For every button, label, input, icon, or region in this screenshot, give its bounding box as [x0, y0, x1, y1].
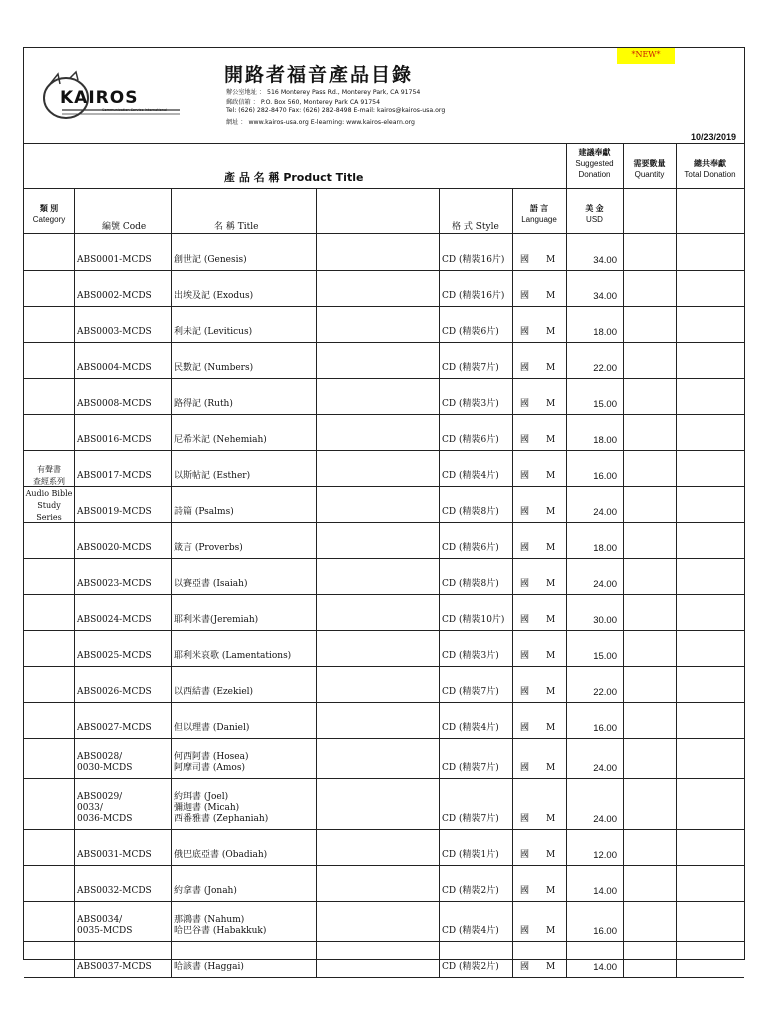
language-cn-cell: 國 [520, 255, 530, 265]
table-row [24, 941, 744, 978]
quantity-cell[interactable] [624, 666, 675, 702]
kairos-logo [40, 70, 190, 122]
price-usd: 30.00 [593, 615, 617, 626]
product-title [174, 399, 233, 410]
product-code [77, 962, 152, 973]
language-code-cell: M [546, 763, 556, 773]
price-usd: 14.00 [593, 962, 617, 973]
total-donation-cell[interactable] [677, 270, 743, 306]
usd-cn: 美 金 [585, 204, 604, 213]
quantity-cell[interactable] [624, 450, 675, 486]
price-usd: 22.00 [593, 363, 617, 374]
language-cn-cell: 國 [520, 615, 530, 625]
language-cn-cell: 國 [520, 850, 530, 860]
table-row [24, 901, 744, 942]
style-heading: 格 式 Style [452, 222, 499, 232]
language-cn-cell: 國 [520, 291, 530, 301]
product-style: CD (精裝3片) [442, 399, 499, 409]
table-row [24, 778, 744, 830]
product-style: CD (精裝16片) [442, 255, 505, 265]
quantity-cell[interactable] [624, 594, 675, 630]
quantity-en: Quantity [634, 170, 665, 179]
language-code-cell: M [546, 615, 556, 625]
product-title-line: 約珥書 (Joel) [174, 792, 229, 802]
product-title [174, 651, 291, 662]
product-code-line: 0030-MCDS [77, 763, 133, 773]
new-badge: *NEW* [617, 48, 675, 64]
product-title [174, 291, 253, 302]
language-cn-cell: 國 [520, 962, 530, 972]
total-donation-cell[interactable] [677, 342, 743, 378]
product-code [77, 615, 152, 626]
product-title-line: 民數記 (Numbers) [174, 363, 254, 373]
product-code [77, 255, 152, 266]
product-code [77, 850, 152, 861]
price-usd: 22.00 [593, 687, 617, 698]
table-row [24, 702, 744, 739]
language-code-cell: M [546, 543, 556, 553]
category-line-4: Study Series [36, 501, 62, 522]
total-donation-cell[interactable] [677, 450, 743, 486]
product-title-line: 箴言 (Proverbs) [174, 543, 243, 553]
product-code [77, 471, 152, 482]
product-code-line: ABS0024-MCDS [77, 615, 152, 625]
language-code-cell: M [546, 255, 556, 265]
language-code-cell: M [546, 926, 556, 936]
language-cn-cell: 國 [520, 579, 530, 589]
product-code [77, 723, 152, 734]
product-style: CD (精裝3片) [442, 651, 499, 661]
product-title-line: 西番雅書 (Zephaniah) [174, 814, 269, 824]
quantity-cell[interactable] [624, 342, 675, 378]
total-donation-en: Total Donation [684, 170, 736, 179]
product-code-line: ABS0031-MCDS [77, 850, 152, 860]
product-title-line: 路得記 (Ruth) [174, 399, 233, 409]
table-row [24, 342, 744, 379]
product-title [174, 687, 253, 698]
language-cn-cell: 國 [520, 327, 530, 337]
price-usd: 16.00 [593, 723, 617, 734]
product-style: CD (精裝6片) [442, 327, 499, 337]
product-code-line: ABS0003-MCDS [77, 327, 152, 337]
product-title-line: 創世記 (Genesis) [174, 255, 247, 265]
table-row [24, 666, 744, 703]
product-title-line: 耶利米哀歌 (Lamentations) [174, 651, 292, 661]
product-style: CD (精裝2片) [442, 962, 499, 972]
catalog-title: 開路者福音產品目錄 [224, 64, 414, 86]
language-cn-cell: 國 [520, 814, 530, 824]
product-title-line: 尼希米記 (Nehemiah) [174, 435, 267, 445]
product-style: CD (精裝4片) [442, 471, 499, 481]
quantity-cell[interactable] [624, 865, 675, 901]
total-donation-cell[interactable] [677, 666, 743, 702]
logo-wordmark: KAIROS [60, 88, 139, 108]
category-en: Category [32, 215, 66, 224]
total-donation-cell[interactable] [677, 941, 743, 977]
quantity-cell[interactable] [624, 414, 675, 450]
table-row [24, 865, 744, 902]
product-title-line: 耶利米書(Jeremiah) [174, 615, 259, 625]
product-style: CD (精裝6片) [442, 435, 499, 445]
catalog-date: 10/23/2019 [690, 132, 736, 142]
product-rows [24, 234, 744, 977]
product-title [174, 471, 250, 482]
quantity-cell[interactable] [624, 901, 675, 941]
product-title-line: 利未記 (Leviticus) [174, 327, 253, 337]
table-row [24, 414, 744, 451]
price-usd: 24.00 [593, 763, 617, 774]
price-usd: 34.00 [593, 255, 617, 266]
product-code-line: 0036-MCDS [77, 814, 133, 824]
product-code-line: ABS0029/ [77, 792, 123, 802]
table-row [24, 558, 744, 595]
category-line-2: 查經系列 [33, 477, 65, 486]
price-usd: 12.00 [593, 850, 617, 861]
contact-line: Tel: (626) 282-8470 Fax: (626) 282-8498 E-mail: kairos@kairos-usa.org [226, 107, 446, 114]
product-code [77, 399, 152, 410]
price-usd: 15.00 [593, 651, 617, 662]
product-title [174, 915, 266, 937]
product-title-line: 以賽亞書 (Isaiah) [174, 579, 248, 589]
product-code-line: ABS0017-MCDS [77, 471, 152, 481]
table-row [24, 378, 744, 415]
language-code-cell: M [546, 814, 556, 824]
usd-en: USD [586, 215, 603, 224]
total-donation-cell[interactable] [677, 865, 743, 901]
product-code-line: ABS0002-MCDS [77, 291, 152, 301]
product-title [174, 886, 237, 897]
quantity-cell[interactable] [624, 738, 675, 778]
product-title [174, 435, 267, 446]
product-title-line: 約拿書 (Jonah) [174, 886, 237, 896]
product-code-line: ABS0023-MCDS [77, 579, 152, 589]
total-donation-cell[interactable] [677, 306, 743, 342]
language-cn-cell: 國 [520, 507, 530, 517]
price-usd: 14.00 [593, 886, 617, 897]
product-style: CD (精裝2片) [442, 886, 499, 896]
product-code-line: ABS0032-MCDS [77, 886, 152, 896]
language-code-cell: M [546, 507, 556, 517]
product-title [174, 962, 244, 973]
product-style: CD (精裝4片) [442, 926, 499, 936]
product-code-line: ABS0025-MCDS [77, 651, 152, 661]
total-donation-cell[interactable] [677, 630, 743, 666]
product-title-line: 阿摩司書 (Amos) [174, 763, 245, 773]
quantity-cell[interactable] [624, 558, 675, 594]
product-code-line: 0035-MCDS [77, 926, 133, 936]
product-code [77, 435, 152, 446]
product-style: CD (精裝8片) [442, 579, 499, 589]
price-usd: 18.00 [593, 435, 617, 446]
product-style: CD (精裝16片) [442, 291, 505, 301]
product-code-line: ABS0008-MCDS [77, 399, 152, 409]
price-usd: 24.00 [593, 579, 617, 590]
quantity-cn: 需要數量 [633, 159, 666, 168]
price-usd: 15.00 [593, 399, 617, 410]
quantity-cell[interactable] [624, 486, 675, 522]
product-title [174, 792, 268, 825]
website-line: 網址 ： www.kairos-usa.org E-learning: www.kairos-elearn.org [226, 119, 415, 126]
product-title-line: 以斯帖記 (Esther) [174, 471, 251, 481]
language-cn-cell: 國 [520, 763, 530, 773]
product-code-line: ABS0001-MCDS [77, 255, 152, 265]
quantity-cell[interactable] [624, 941, 675, 977]
total-donation-cell[interactable] [677, 778, 743, 829]
product-title-line: 以西結書 (Ezekiel) [174, 687, 254, 697]
column-header-row-1 [24, 144, 744, 189]
product-style: CD (精裝7片) [442, 687, 499, 697]
language-cn: 語 言 [529, 204, 549, 213]
language-cn-cell: 國 [520, 435, 530, 445]
total-donation-cell[interactable] [677, 414, 743, 450]
total-donation-cell[interactable] [677, 378, 743, 414]
quantity-cell[interactable] [624, 306, 675, 342]
product-title-heading: 產 品 名 稱 Product Title [224, 171, 364, 184]
language-code-cell: M [546, 363, 556, 373]
total-donation-cell[interactable] [677, 702, 743, 738]
total-donation-cell[interactable] [677, 829, 743, 865]
language-cn-cell: 國 [520, 471, 530, 481]
total-donation-cell[interactable] [677, 738, 743, 778]
total-donation-cn: 總共奉獻 [694, 159, 726, 168]
table-row [24, 594, 744, 631]
product-title [174, 507, 234, 518]
product-code [77, 687, 152, 698]
quantity-cell[interactable] [624, 630, 675, 666]
product-code [77, 915, 132, 937]
language-code-cell: M [546, 579, 556, 589]
language-code-cell: M [546, 651, 556, 661]
product-title [174, 327, 252, 338]
category-line-3: Audio Bible [25, 489, 73, 498]
table-row [24, 306, 744, 343]
price-usd: 24.00 [593, 814, 617, 825]
product-title-line: 出埃及記 (Exodus) [174, 291, 254, 301]
product-style: CD (精裝7片) [442, 814, 499, 824]
product-code-line: ABS0004-MCDS [77, 363, 152, 373]
language-code-cell: M [546, 886, 556, 896]
language-code-cell: M [546, 471, 556, 481]
product-code [77, 363, 152, 374]
table-row [24, 829, 744, 866]
price-usd: 16.00 [593, 471, 617, 482]
language-cn-cell: 國 [520, 723, 530, 733]
language-code-cell: M [546, 723, 556, 733]
product-title-line: 詩篇 (Psalms) [174, 507, 234, 517]
suggested-donation-en2: Donation [578, 170, 611, 179]
total-donation-cell[interactable] [677, 486, 743, 522]
catalog-sheet [23, 47, 745, 973]
product-style: CD (精裝7片) [442, 763, 499, 773]
price-usd: 34.00 [593, 291, 617, 302]
catalog-header [24, 48, 744, 144]
table-row [24, 522, 744, 559]
quantity-cell[interactable] [624, 378, 675, 414]
product-style: CD (精裝10片) [442, 615, 505, 625]
product-title [174, 363, 253, 374]
product-code-line: ABS0027-MCDS [77, 723, 152, 733]
price-usd: 18.00 [593, 327, 617, 338]
quantity-cell[interactable] [624, 522, 675, 558]
quantity-cell[interactable] [624, 702, 675, 738]
product-style: CD (精裝7片) [442, 363, 499, 373]
language-code-cell: M [546, 291, 556, 301]
product-code-line: ABS0037-MCDS [77, 962, 152, 972]
product-code [77, 886, 152, 897]
product-code-line: ABS0019-MCDS [77, 507, 152, 517]
title-heading: 名 稱 Title [214, 222, 259, 232]
language-cn-cell: 國 [520, 543, 530, 553]
product-code [77, 507, 152, 518]
product-title [174, 723, 249, 734]
product-title [174, 255, 247, 266]
product-code-line: ABS0028/ [77, 752, 123, 762]
product-title [174, 543, 243, 554]
quantity-cell[interactable] [624, 234, 675, 270]
product-code-line: 0033/ [77, 803, 103, 813]
language-cn-cell: 國 [520, 363, 530, 373]
product-code-line: ABS0020-MCDS [77, 543, 152, 553]
code-heading: 編號 Code [102, 222, 147, 232]
language-code-cell: M [546, 435, 556, 445]
total-donation-cell[interactable] [677, 901, 743, 941]
language-code-cell: M [546, 327, 556, 337]
product-title-line: 那鴻書 (Nahum) [174, 915, 245, 925]
suggested-donation-en1: Suggested [575, 159, 614, 168]
product-code [77, 651, 152, 662]
product-code [77, 792, 132, 825]
category-cn: 類 別 [39, 204, 59, 213]
suggested-donation-cn: 建議奉獻 [578, 148, 611, 157]
product-code [77, 291, 152, 302]
product-style: CD (精裝1片) [442, 850, 499, 860]
product-style: CD (精裝8片) [442, 507, 499, 517]
column-header-row-2 [24, 189, 744, 234]
product-code-line: ABS0034/ [77, 915, 123, 925]
product-title-line: 何西阿書 (Hosea) [174, 752, 249, 762]
product-style: CD (精裝6片) [442, 543, 499, 553]
product-title-line: 哈巴谷書 (Habakkuk) [174, 926, 267, 936]
language-code-cell: M [546, 850, 556, 860]
product-code-line: ABS0026-MCDS [77, 687, 152, 697]
table-row [24, 270, 744, 307]
product-code [77, 752, 132, 774]
product-title-line: 哈該書 (Haggai) [174, 962, 244, 972]
product-title [174, 615, 258, 626]
category-line-1: 有聲書 [37, 465, 61, 474]
product-title-line: 俄巴底亞書 (Obadiah) [174, 850, 268, 860]
price-usd: 16.00 [593, 926, 617, 937]
address-line-2: 郵政信箱 ： P.O. Box 560, Monterey Park CA 91754 [226, 99, 381, 106]
product-code [77, 327, 152, 338]
price-usd: 18.00 [593, 543, 617, 554]
language-cn-cell: 國 [520, 687, 530, 697]
table-row [24, 450, 744, 487]
language-code-cell: M [546, 687, 556, 697]
total-donation-cell[interactable] [677, 522, 743, 558]
product-title [174, 579, 247, 590]
table-row [24, 486, 744, 523]
quantity-cell[interactable] [624, 270, 675, 306]
quantity-cell[interactable] [624, 778, 675, 829]
product-title [174, 850, 267, 861]
address-line-1: 辦公室地址 ： 516 Monterey Pass Rd., Monterey Park, CA 91754 [226, 89, 421, 96]
language-cn-cell: 國 [520, 926, 530, 936]
product-title-line: 但以理書 (Daniel) [174, 723, 250, 733]
table-row [24, 738, 744, 779]
product-code [77, 579, 152, 590]
product-style: CD (精裝4片) [442, 723, 499, 733]
product-code-line: ABS0016-MCDS [77, 435, 152, 445]
language-code-cell: M [546, 399, 556, 409]
product-title-line: 彌迦書 (Micah) [174, 803, 240, 813]
language-cn-cell: 國 [520, 651, 530, 661]
language-code-cell: M [546, 962, 556, 972]
product-title [174, 752, 248, 774]
logo-subtitle: Communication Service International [102, 108, 168, 112]
total-donation-cell[interactable] [677, 594, 743, 630]
quantity-cell[interactable] [624, 829, 675, 865]
table-row [24, 234, 744, 271]
language-cn-cell: 國 [520, 399, 530, 409]
total-donation-cell[interactable] [677, 234, 743, 270]
language-en: Language [521, 215, 557, 224]
language-cn-cell: 國 [520, 886, 530, 896]
total-donation-cell[interactable] [677, 558, 743, 594]
product-code [77, 543, 152, 554]
table-row [24, 630, 744, 667]
price-usd: 24.00 [593, 507, 617, 518]
